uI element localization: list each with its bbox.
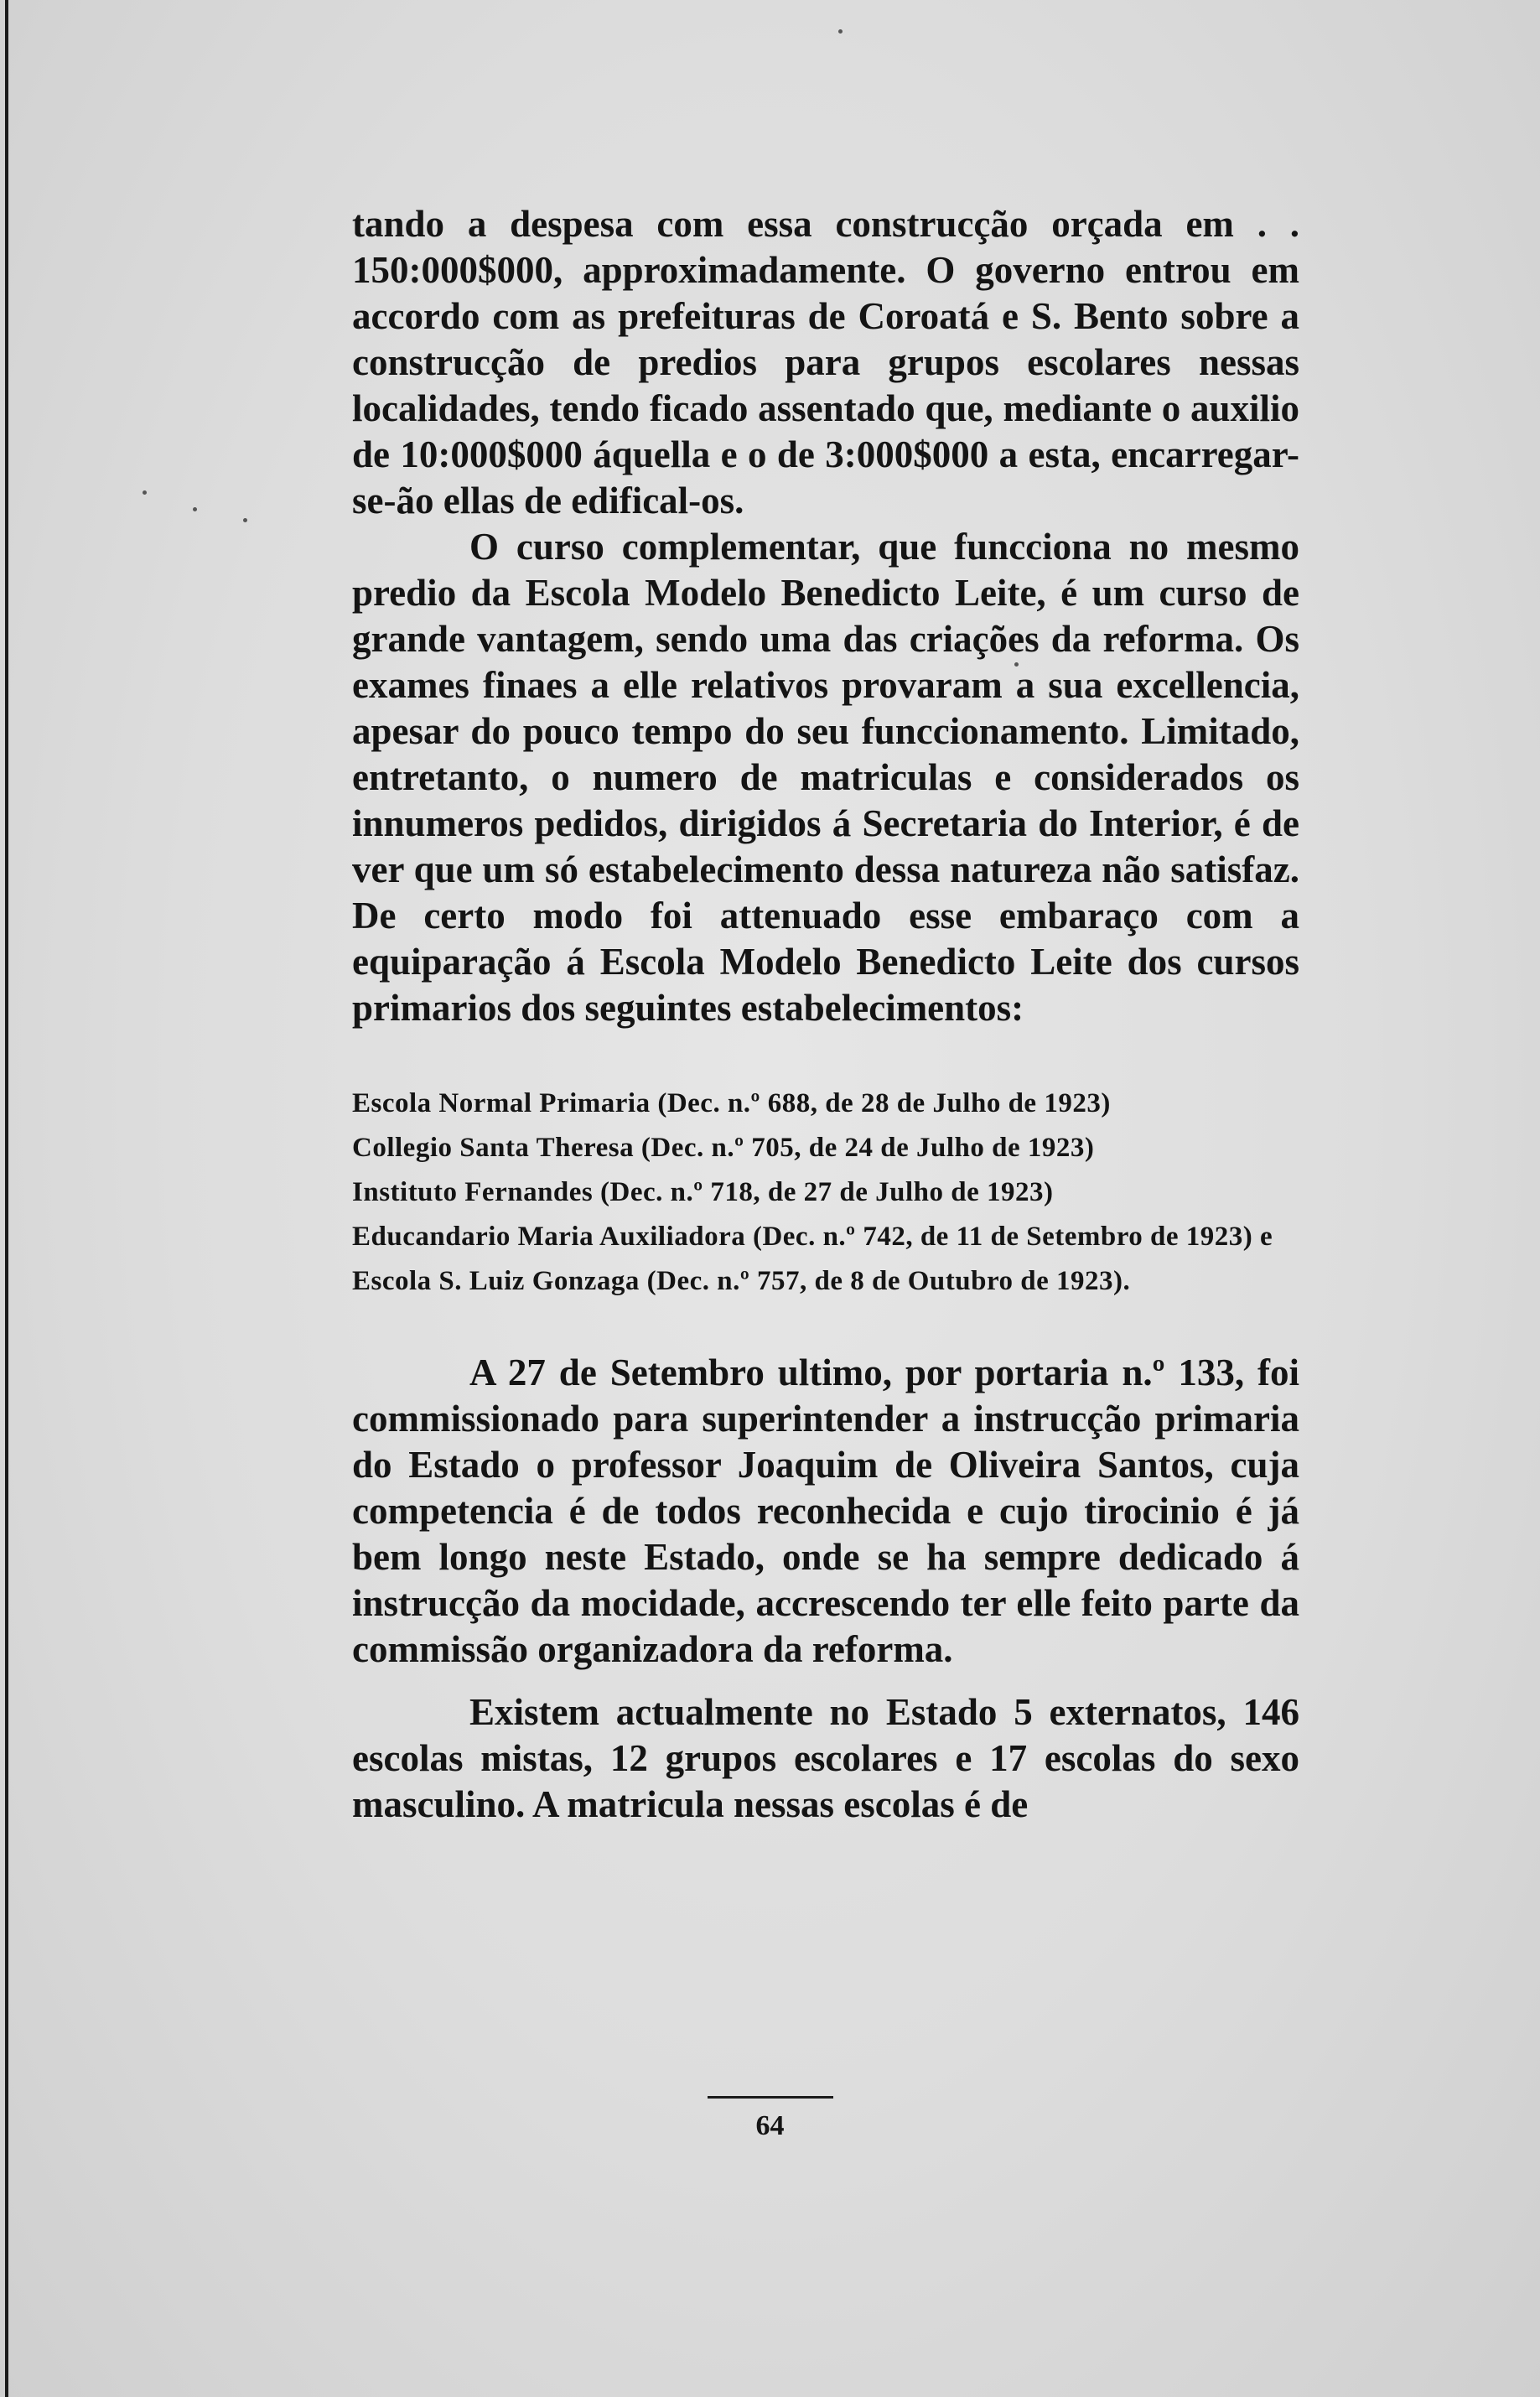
scan-speck	[193, 507, 197, 511]
document-page	[352, 201, 1299, 1828]
footer-rule	[708, 2096, 833, 2099]
list-item: Escola S. Luiz Gonzaga (Dec. n.º 757, de 8 de Outubro de 1923).	[352, 1266, 1131, 1296]
body-paragraph: Existem actualmente no Estado 5 externatos, 146 escolas mistas, 12 grupos escolares e 17 escolas do sexo masculino. A matricula nessas escolas é de	[352, 1691, 1299, 1825]
establishments-list	[352, 1082, 1299, 1304]
list-item: Instituto Fernandes (Dec. n.º 718, de 27 de Julho de 1923)	[352, 1177, 1054, 1207]
scan-speck	[143, 490, 147, 495]
page-number: 64	[755, 2110, 785, 2141]
paragraph-gap	[352, 1673, 1299, 1689]
scan-speck	[243, 518, 247, 522]
page-footer	[0, 2096, 1540, 2142]
body-paragraph: tando a despesa com essa construcção orçada em . . 150:000$000, approximadamente. O governo entrou em accordo com as prefeituras de Coroatá e S. Bento sobre a construcção de predios para grupos escolares nessas localidades, tendo ficado assentado que, mediante o auxilio de 10:000$000 áquella e o de 3:000$000 a esta, encarregar-se-ão ellas de edifical-os.	[352, 203, 1299, 521]
body-paragraph: O curso complementar, que funcciona no mesmo predio da Escola Modelo Benedicto Leite, é um curso de grande vantagem, sendo uma das criações da reforma. Os exames finaes a elle relativos provaram a sua excellencia, apesar do pouco tempo do seu funccionamento. Limitado, entretanto, o numero de matriculas e considerados os innumeros pedidos, dirigidos á Secretaria do Interior, é de ver que um só estabelecimento dessa natureza não satisfaz. De certo modo foi attenuado esse embaraço com a equiparação á Escola Modelo Benedicto Leite dos cursos primarios dos seguintes estabelecimentos:	[352, 526, 1299, 1029]
list-item: Collegio Santa Theresa (Dec. n.º 705, de 24 de Julho de 1923)	[352, 1133, 1095, 1163]
scan-edge-line	[5, 0, 8, 2397]
body-paragraph: A 27 de Setembro ultimo, por portaria n.º 133, foi commissionado para superintender a instrucção primaria do Estado o professor Joaquim de Oliveira Santos, cuja competencia é de todos reconhecida e cujo tirocinio é já bem longo neste Estado, onde se ha sempre dedicado á instrucção da mocidade, accrescendo ter elle feito parte da commissão organizadora da reforma.	[352, 1352, 1299, 1670]
scan-speck	[838, 29, 843, 34]
list-item: Educandario Maria Auxiliadora (Dec. n.º 742, de 11 de Setembro de 1923) e	[352, 1222, 1273, 1252]
list-item: Escola Normal Primaria (Dec. n.º 688, de 28 de Julho de 1923)	[352, 1088, 1111, 1118]
